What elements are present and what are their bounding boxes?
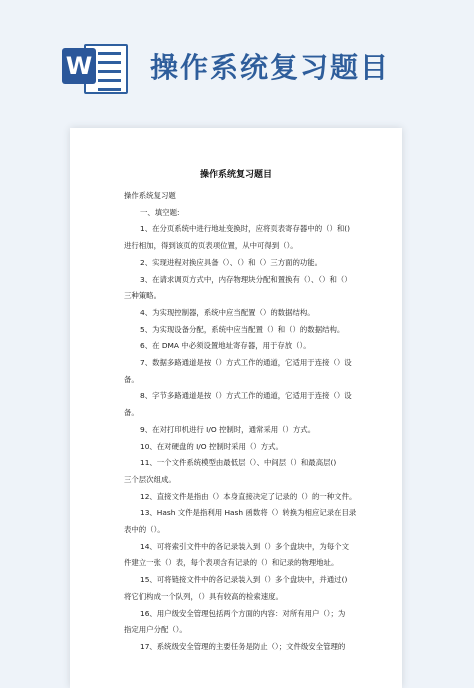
document-line: 2、实现进程对换应具备（）、（）和（）三方面的功能。 xyxy=(140,257,323,267)
document-line: 指定用户分配（）。 xyxy=(124,625,187,635)
document-line: 表中的（）。 xyxy=(124,525,165,535)
document-line: 14、可将索引文件中的各记录装入到（）多个盘块中，为每个文 xyxy=(140,541,349,551)
document-line: 16、用户级安全管理包括两个方面的内容：对所有用户（）；为 xyxy=(140,608,346,618)
document-line: 件建立一张（）表，每个表项含有记录的（）和记录的物理地址。 xyxy=(124,558,339,568)
document-line: 9、在对打印机进行 I/O 控制时，通常采用（）方式。 xyxy=(140,424,316,434)
banner xyxy=(0,0,474,130)
document-line: 1、在分页系统中进行地址变换时，应将页表寄存器中的（）和() xyxy=(140,224,351,234)
document-page xyxy=(70,128,402,688)
document-line: 备。 xyxy=(124,374,139,384)
document-line: 4、为实现控制器，系统中应当配置（）的数据结构。 xyxy=(140,307,315,317)
document-line: 操作系统复习题 xyxy=(124,191,176,200)
document-line: 备。 xyxy=(124,408,139,418)
document-line: 三个层次组成。 xyxy=(124,474,176,484)
document-line: 11、一个文件系统模型由最低层（）、中间层（）和最高层() xyxy=(140,458,337,468)
document-line: 进行相加，得到该页的页表项位置，从中可得到（）。 xyxy=(124,241,298,251)
document-body xyxy=(124,188,371,656)
document-line: 5、为实现设备分配，系统中应当配置（）和（）的数据结构。 xyxy=(140,324,345,334)
document-line: 将它们构成一个队列，（）具有较高的检索速度。 xyxy=(124,591,283,601)
document-line: 10、在对硬盘的 I/O 控制时采用（）方式。 xyxy=(140,441,283,451)
document-line: 三种策略。 xyxy=(124,291,161,301)
document-line: 3、在请求调页方式中，内存物理块分配和置换有（）、（）和（） xyxy=(140,274,352,284)
word-badge: W xyxy=(62,48,96,84)
banner-title: 操作系统复习题目 xyxy=(150,51,391,84)
document-line: 12、直接文件是指由（）本身直接决定了记录的（）的一种文件。 xyxy=(140,491,357,501)
document-line: 7、数据多路通道是按（）方式工作的通道，它适用于连接（）设 xyxy=(140,358,352,368)
document-title: 操作系统复习题目 xyxy=(199,170,272,180)
document-line: 6、在 DMA 中必须设置地址寄存器，用于存放（）。 xyxy=(140,341,311,351)
document-line: 13、Hash 文件是指利用 Hash 函数将（）转换为相应记录在目录 xyxy=(140,508,357,518)
document-line: 一、填空题: xyxy=(140,207,180,217)
document-line: 17、系统级安全管理的主要任务是防止（）；文件级安全管理的 xyxy=(140,641,346,651)
document-line: 15、可将链接文件中的各记录装入到（）多个盘块中，并通过() xyxy=(140,575,348,585)
word-document-icon xyxy=(62,36,128,98)
document-line: 8、字节多路通道是按（）方式工作的通道，它适用于连接（）设 xyxy=(140,391,352,401)
